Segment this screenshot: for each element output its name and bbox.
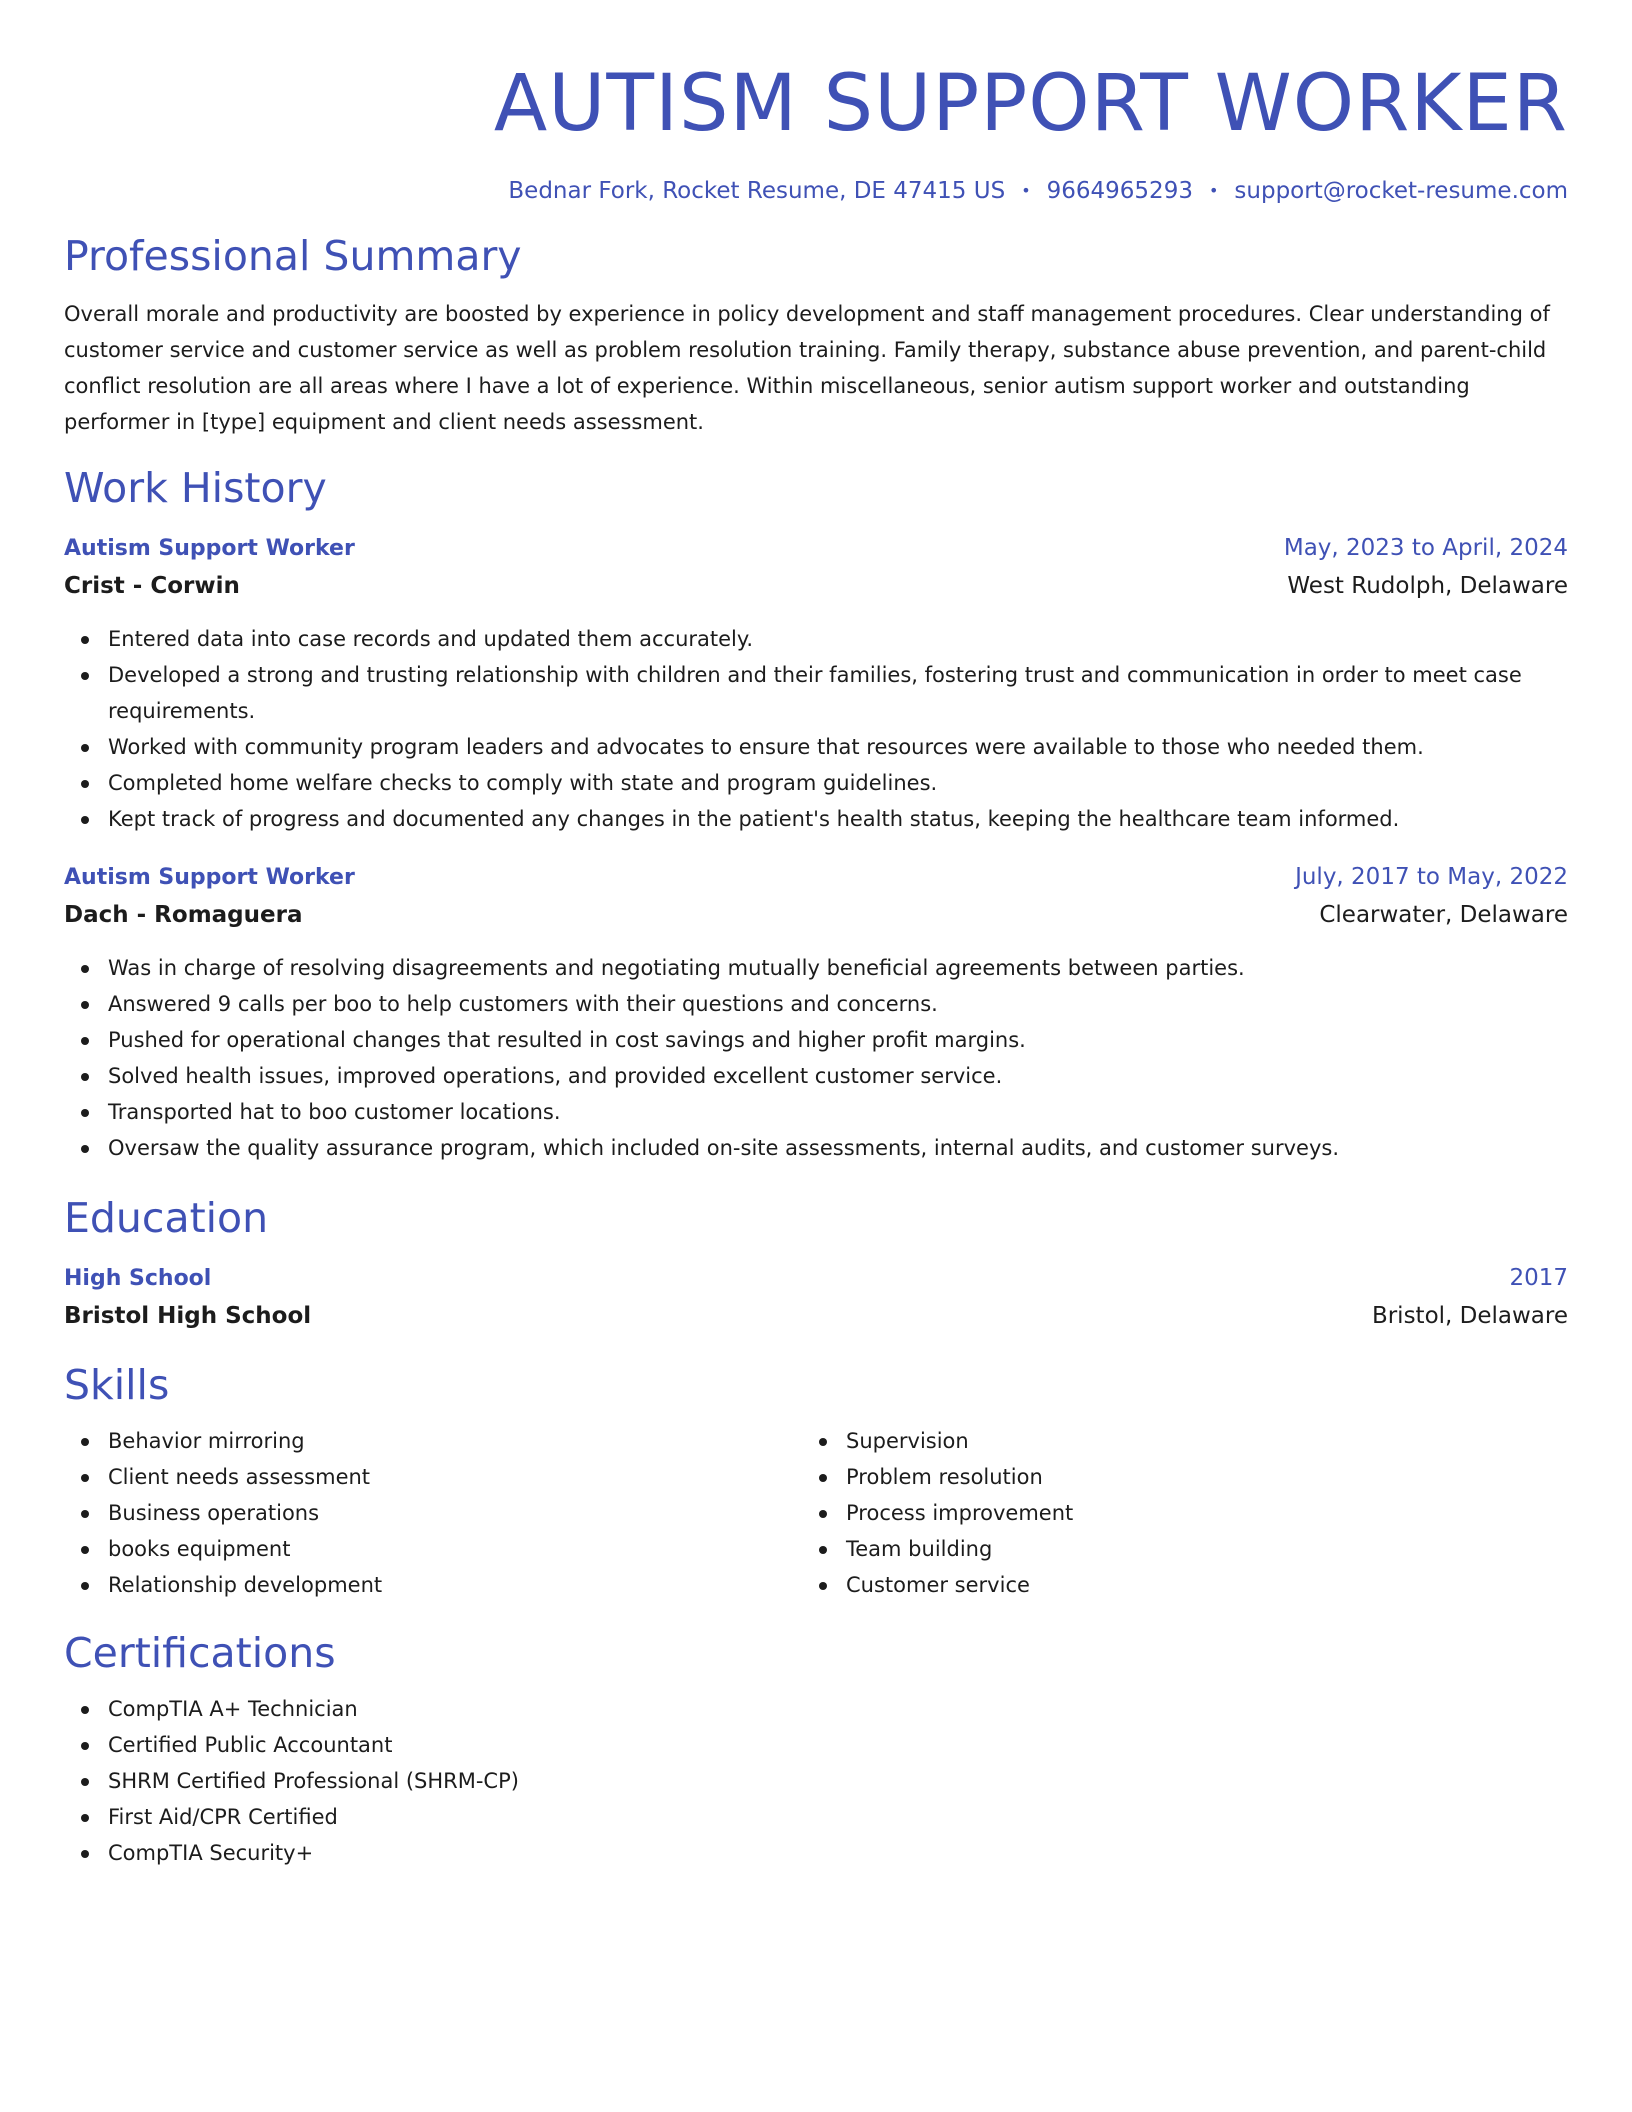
skills-list bbox=[64, 1423, 802, 1603]
skills-list bbox=[802, 1423, 1540, 1603]
education-school: Bristol High School bbox=[64, 1303, 312, 1329]
education-school-row bbox=[64, 1297, 1568, 1335]
list-item: Oversaw the quality assurance program, which included on-site assessments, internal audits, and customer surveys. bbox=[108, 1130, 1568, 1166]
education-entry bbox=[64, 1260, 1568, 1335]
list-item: books equipment bbox=[108, 1531, 802, 1567]
job-location: West Rudolph, Delaware bbox=[1287, 573, 1568, 599]
list-item: Certified Public Accountant bbox=[108, 1727, 1568, 1763]
list-item: CompTIA Security+ bbox=[108, 1835, 1568, 1871]
job-dates: May, 2023 to April, 2024 bbox=[1283, 535, 1568, 561]
job-title: Autism Support Worker bbox=[64, 536, 355, 561]
list-item: Customer service bbox=[846, 1567, 1540, 1603]
list-item: Business operations bbox=[108, 1495, 802, 1531]
list-item: Entered data into case records and updated them accurately. bbox=[108, 621, 1568, 657]
job-dates: July, 2017 to May, 2022 bbox=[1295, 864, 1568, 890]
list-item: Process improvement bbox=[846, 1495, 1540, 1531]
summary-heading: Professional Summary bbox=[64, 232, 522, 280]
list-item: Client needs assessment bbox=[108, 1459, 802, 1495]
list-item: Problem resolution bbox=[846, 1459, 1540, 1495]
list-item: Was in charge of resolving disagreements and negotiating mutually beneficial agreements between parties. bbox=[108, 950, 1568, 986]
job-company-row bbox=[64, 896, 1568, 934]
candidate-name: AUTISM SUPPORT WORKER bbox=[493, 59, 1568, 149]
contact-separator: • bbox=[1021, 181, 1031, 200]
job-bullet-list bbox=[64, 950, 1568, 1166]
work-history-section bbox=[64, 462, 1568, 1166]
education-degree: High School bbox=[64, 1266, 212, 1291]
work-history-heading: Work History bbox=[64, 464, 327, 512]
education-heading: Education bbox=[64, 1194, 269, 1242]
summary-section bbox=[64, 230, 1568, 440]
job-entry bbox=[64, 859, 1568, 1166]
job-header bbox=[64, 859, 1568, 896]
summary-text: Overall morale and productivity are boosted by experience in policy development and staff management procedures. Clear understanding of customer service and customer service as well as problem resolution training. Family therapy, substance abuse prevention, and parent-child conflict resolution are all areas where I have a lot of experience. Within miscellaneous, senior autism support worker and outstanding performer in [type] equipment and client needs assessment. bbox=[64, 302, 1550, 434]
job-company: Crist - Corwin bbox=[64, 573, 240, 599]
list-item: CompTIA A+ Technician bbox=[108, 1691, 1568, 1727]
job-title: Autism Support Worker bbox=[64, 865, 355, 890]
list-item: Answered 9 calls per boo to help customers with their questions and concerns. bbox=[108, 986, 1568, 1022]
list-item: Relationship development bbox=[108, 1567, 802, 1603]
list-item: Worked with community program leaders and advocates to ensure that resources were available to those who needed them. bbox=[108, 729, 1568, 765]
contact-separator: • bbox=[1208, 181, 1219, 200]
education-year: 2017 bbox=[1509, 1265, 1568, 1291]
certifications-section bbox=[64, 1627, 1568, 1871]
list-item: Completed home welfare checks to comply with state and program guidelines. bbox=[108, 765, 1568, 801]
certifications-list bbox=[64, 1691, 1568, 1871]
list-item: Kept track of progress and documented any changes in the patient's health status, keeping the healthcare team informed. bbox=[108, 801, 1568, 837]
job-location: Clearwater, Delaware bbox=[1319, 902, 1568, 928]
list-item: Developed a strong and trusting relationship with children and their families, fostering trust and communication in order to meet case requirements. bbox=[108, 657, 1568, 729]
certifications-heading: Certifications bbox=[64, 1629, 336, 1677]
list-item: Pushed for operational changes that resulted in cost savings and higher profit margins. bbox=[108, 1022, 1568, 1058]
job-company-row bbox=[64, 567, 1568, 605]
list-item: Supervision bbox=[846, 1423, 1540, 1459]
list-item: Behavior mirroring bbox=[108, 1423, 802, 1459]
skills-heading: Skills bbox=[64, 1361, 170, 1409]
education-header bbox=[64, 1260, 1568, 1297]
job-header bbox=[64, 530, 1568, 567]
contact-email: support@rocket-resume.com bbox=[1234, 178, 1568, 204]
education-section bbox=[64, 1192, 1568, 1335]
skills-section bbox=[64, 1359, 1568, 1603]
job-company: Dach - Romaguera bbox=[64, 902, 303, 928]
list-item: Solved health issues, improved operations, and provided excellent customer service. bbox=[108, 1058, 1568, 1094]
contact-line bbox=[64, 176, 1568, 206]
resume-header bbox=[64, 56, 1568, 206]
list-item: Team building bbox=[846, 1531, 1540, 1567]
list-item: SHRM Certified Professional (SHRM-CP) bbox=[108, 1763, 1568, 1799]
skills-column-right bbox=[802, 1423, 1540, 1603]
list-item: Transported hat to boo customer locations. bbox=[108, 1094, 1568, 1130]
contact-phone: 9664965293 bbox=[1046, 178, 1193, 204]
skills-grid bbox=[64, 1423, 1568, 1603]
skills-column-left bbox=[64, 1423, 802, 1603]
job-entry bbox=[64, 530, 1568, 837]
list-item: First Aid/CPR Certified bbox=[108, 1799, 1568, 1835]
job-bullet-list bbox=[64, 621, 1568, 837]
contact-address: Bednar Fork, Rocket Resume, DE 47415 US bbox=[508, 178, 1006, 204]
education-location: Bristol, Delaware bbox=[1371, 1303, 1568, 1329]
